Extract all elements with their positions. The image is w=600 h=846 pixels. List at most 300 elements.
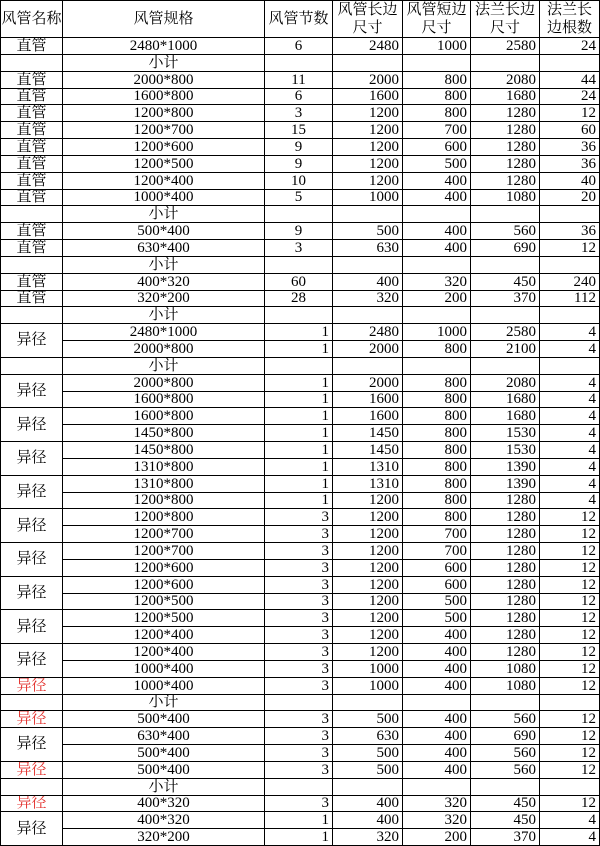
duct-name-cell: 异径 (1, 476, 63, 510)
section-count-cell: 3 (265, 762, 333, 779)
flange-long-side-cell: 1080 (471, 190, 540, 207)
subtotal-empty-cell (403, 779, 471, 796)
flange-long-side-cell: 1280 (471, 173, 540, 190)
duct-name-cell: 直管 (1, 38, 63, 55)
duct-spec-cell: 630*400 (63, 728, 265, 745)
duct-short-side-cell: 320 (403, 812, 471, 829)
duct-spec-cell: 1200*800 (63, 105, 265, 122)
flange-long-side-cell: 1280 (471, 644, 540, 661)
duct-spec-cell: 1600*800 (63, 408, 265, 425)
subtotal-empty-cell (1, 55, 63, 72)
subtotal-label: 小计 (63, 695, 265, 712)
section-count-cell: 3 (265, 644, 333, 661)
duct-spec-cell: 2000*800 (63, 375, 265, 392)
subtotal-empty-cell (333, 55, 403, 72)
duct-short-side-cell: 400 (403, 745, 471, 762)
duct-spec-cell: 2480*1000 (63, 38, 265, 55)
section-count-cell: 9 (265, 156, 333, 173)
header-section-count: 风管节数 (265, 1, 333, 38)
duct-long-side-cell: 1200 (333, 526, 403, 543)
section-count-cell: 60 (265, 274, 333, 291)
flange-count-cell: 4 (540, 476, 600, 493)
duct-short-side-cell: 400 (403, 762, 471, 779)
section-count-cell: 3 (265, 796, 333, 813)
header-flange-long-side: 法兰长边尺寸 (471, 1, 540, 38)
subtotal-empty-cell (333, 695, 403, 712)
subtotal-empty-cell (265, 55, 333, 72)
flange-count-cell: 36 (540, 156, 600, 173)
subtotal-empty-cell (471, 55, 540, 72)
duct-spec-cell: 1200*700 (63, 526, 265, 543)
duct-long-side-cell: 2000 (333, 72, 403, 89)
duct-spec-cell: 320*200 (63, 291, 265, 308)
duct-long-side-cell: 1600 (333, 392, 403, 409)
flange-count-cell: 12 (540, 594, 600, 611)
section-count-cell: 1 (265, 341, 333, 358)
flange-count-cell: 4 (540, 324, 600, 341)
duct-short-side-cell: 400 (403, 240, 471, 257)
flange-long-side-cell: 370 (471, 829, 540, 846)
section-count-cell: 3 (265, 509, 333, 526)
duct-name-cell: 直管 (1, 173, 63, 190)
flange-long-side-cell: 1280 (471, 560, 540, 577)
subtotal-empty-cell (333, 257, 403, 274)
duct-spec-cell: 1200*500 (63, 156, 265, 173)
duct-spec-cell: 1000*400 (63, 661, 265, 678)
subtotal-label: 小计 (63, 206, 265, 223)
duct-long-side-cell: 2000 (333, 341, 403, 358)
duct-spec-cell: 1200*700 (63, 543, 265, 560)
flange-count-cell: 4 (540, 341, 600, 358)
subtotal-label: 小计 (63, 257, 265, 274)
flange-long-side-cell: 560 (471, 745, 540, 762)
duct-short-side-cell: 800 (403, 392, 471, 409)
section-count-cell: 1 (265, 375, 333, 392)
duct-short-side-cell: 800 (403, 408, 471, 425)
duct-name-cell: 异径 (1, 678, 63, 695)
duct-short-side-cell: 800 (403, 341, 471, 358)
section-count-cell: 15 (265, 122, 333, 139)
subtotal-empty-cell (540, 307, 600, 324)
duct-spec-cell: 630*400 (63, 240, 265, 257)
flange-long-side-cell: 690 (471, 240, 540, 257)
flange-count-cell: 12 (540, 526, 600, 543)
duct-spec-cell: 500*400 (63, 223, 265, 240)
duct-name-cell: 直管 (1, 89, 63, 106)
header-duct-spec: 风管规格 (63, 1, 265, 38)
duct-short-side-cell: 200 (403, 291, 471, 308)
section-count-cell: 3 (265, 610, 333, 627)
duct-long-side-cell: 1200 (333, 139, 403, 156)
section-count-cell: 9 (265, 223, 333, 240)
subtotal-empty-cell (471, 206, 540, 223)
section-count-cell: 11 (265, 72, 333, 89)
duct-long-side-cell: 1450 (333, 442, 403, 459)
duct-short-side-cell: 700 (403, 122, 471, 139)
section-count-cell: 28 (265, 291, 333, 308)
flange-count-cell: 24 (540, 89, 600, 106)
duct-name-cell: 异径 (1, 408, 63, 442)
duct-long-side-cell: 1200 (333, 156, 403, 173)
duct-spec-cell: 1200*600 (63, 577, 265, 594)
flange-long-side-cell: 1680 (471, 89, 540, 106)
duct-long-side-cell: 1200 (333, 610, 403, 627)
flange-long-side-cell: 2580 (471, 324, 540, 341)
duct-name-cell: 直管 (1, 240, 63, 257)
duct-long-side-cell: 1200 (333, 543, 403, 560)
flange-long-side-cell: 1080 (471, 661, 540, 678)
duct-short-side-cell: 700 (403, 526, 471, 543)
duct-spec-cell: 1310*800 (63, 476, 265, 493)
section-count-cell: 3 (265, 526, 333, 543)
duct-name-cell: 异径 (1, 796, 63, 813)
subtotal-empty-cell (265, 307, 333, 324)
flange-count-cell: 112 (540, 291, 600, 308)
subtotal-empty-cell (403, 55, 471, 72)
flange-count-cell: 12 (540, 796, 600, 813)
duct-long-side-cell: 400 (333, 274, 403, 291)
flange-count-cell: 4 (540, 459, 600, 476)
flange-count-cell: 12 (540, 644, 600, 661)
duct-long-side-cell: 2000 (333, 375, 403, 392)
section-count-cell: 3 (265, 711, 333, 728)
subtotal-empty-cell (403, 307, 471, 324)
subtotal-empty-cell (540, 695, 600, 712)
section-count-cell: 1 (265, 829, 333, 846)
header-duct-long-side: 风管长边尺寸 (333, 1, 403, 38)
flange-long-side-cell: 370 (471, 291, 540, 308)
duct-spec-cell: 1450*800 (63, 425, 265, 442)
section-count-cell: 10 (265, 173, 333, 190)
duct-long-side-cell: 500 (333, 711, 403, 728)
flange-count-cell: 24 (540, 38, 600, 55)
flange-count-cell: 4 (540, 442, 600, 459)
duct-long-side-cell: 1200 (333, 644, 403, 661)
section-count-cell: 1 (265, 442, 333, 459)
flange-long-side-cell: 1390 (471, 459, 540, 476)
flange-long-side-cell: 1280 (471, 610, 540, 627)
flange-long-side-cell: 1680 (471, 408, 540, 425)
header-duct-name: 风管名称 (1, 1, 63, 38)
duct-long-side-cell: 2480 (333, 38, 403, 55)
subtotal-empty-cell (471, 695, 540, 712)
flange-count-cell: 12 (540, 745, 600, 762)
duct-long-side-cell: 1000 (333, 190, 403, 207)
flange-long-side-cell: 560 (471, 711, 540, 728)
flange-count-cell: 4 (540, 375, 600, 392)
flange-long-side-cell: 1280 (471, 543, 540, 560)
flange-long-side-cell: 1280 (471, 139, 540, 156)
duct-short-side-cell: 1000 (403, 324, 471, 341)
flange-count-cell: 4 (540, 425, 600, 442)
duct-spec-cell: 2000*800 (63, 341, 265, 358)
flange-count-cell: 12 (540, 661, 600, 678)
duct-short-side-cell: 500 (403, 156, 471, 173)
flange-long-side-cell: 1280 (471, 105, 540, 122)
flange-long-side-cell: 2080 (471, 375, 540, 392)
duct-spec-cell: 1200*600 (63, 139, 265, 156)
duct-name-cell: 异径 (1, 610, 63, 644)
duct-spec-cell: 1600*800 (63, 89, 265, 106)
section-count-cell: 1 (265, 425, 333, 442)
section-count-cell: 3 (265, 627, 333, 644)
flange-count-cell: 12 (540, 728, 600, 745)
section-count-cell: 1 (265, 493, 333, 510)
flange-long-side-cell: 1080 (471, 678, 540, 695)
subtotal-empty-cell (265, 695, 333, 712)
duct-short-side-cell: 400 (403, 661, 471, 678)
duct-long-side-cell: 2480 (333, 324, 403, 341)
flange-long-side-cell: 1530 (471, 425, 540, 442)
duct-short-side-cell: 600 (403, 577, 471, 594)
duct-spec-cell: 400*320 (63, 274, 265, 291)
flange-count-cell: 12 (540, 240, 600, 257)
duct-long-side-cell: 1200 (333, 594, 403, 611)
flange-count-cell: 40 (540, 173, 600, 190)
section-count-cell: 1 (265, 812, 333, 829)
subtotal-empty-cell (540, 257, 600, 274)
duct-short-side-cell: 600 (403, 139, 471, 156)
duct-spec-cell: 1200*800 (63, 509, 265, 526)
duct-name-cell: 直管 (1, 291, 63, 308)
duct-name-cell: 直管 (1, 156, 63, 173)
section-count-cell: 3 (265, 678, 333, 695)
flange-long-side-cell: 2580 (471, 38, 540, 55)
subtotal-label: 小计 (63, 779, 265, 796)
subtotal-empty-cell (333, 307, 403, 324)
duct-spec-cell: 1200*500 (63, 594, 265, 611)
section-count-cell: 1 (265, 476, 333, 493)
subtotal-empty-cell (1, 695, 63, 712)
subtotal-empty-cell (471, 358, 540, 375)
duct-long-side-cell: 400 (333, 796, 403, 813)
flange-long-side-cell: 450 (471, 812, 540, 829)
duct-short-side-cell: 600 (403, 560, 471, 577)
section-count-cell: 3 (265, 543, 333, 560)
duct-long-side-cell: 1310 (333, 476, 403, 493)
flange-count-cell: 12 (540, 711, 600, 728)
subtotal-label: 小计 (63, 307, 265, 324)
subtotal-empty-cell (540, 55, 600, 72)
subtotal-empty-cell (403, 695, 471, 712)
duct-short-side-cell: 800 (403, 459, 471, 476)
duct-long-side-cell: 630 (333, 728, 403, 745)
duct-name-cell: 异径 (1, 324, 63, 358)
duct-long-side-cell: 1200 (333, 509, 403, 526)
flange-count-cell: 12 (540, 627, 600, 644)
flange-long-side-cell: 560 (471, 762, 540, 779)
duct-long-side-cell: 1200 (333, 577, 403, 594)
duct-spec-cell: 1000*400 (63, 678, 265, 695)
duct-name-cell: 异径 (1, 762, 63, 779)
duct-long-side-cell: 1600 (333, 89, 403, 106)
duct-long-side-cell: 1200 (333, 122, 403, 139)
duct-short-side-cell: 320 (403, 796, 471, 813)
duct-long-side-cell: 1200 (333, 627, 403, 644)
section-count-cell: 3 (265, 240, 333, 257)
duct-spec-cell: 1600*800 (63, 392, 265, 409)
flange-count-cell: 12 (540, 105, 600, 122)
flange-long-side-cell: 1280 (471, 627, 540, 644)
flange-count-cell: 4 (540, 493, 600, 510)
subtotal-empty-cell (265, 779, 333, 796)
duct-long-side-cell: 320 (333, 291, 403, 308)
duct-spec-cell: 1200*400 (63, 627, 265, 644)
flange-count-cell: 44 (540, 72, 600, 89)
duct-name-cell: 异径 (1, 577, 63, 611)
subtotal-empty-cell (333, 206, 403, 223)
subtotal-empty-cell (403, 358, 471, 375)
duct-short-side-cell: 800 (403, 509, 471, 526)
duct-long-side-cell: 1000 (333, 661, 403, 678)
duct-spec-cell: 400*320 (63, 812, 265, 829)
flange-count-cell: 20 (540, 190, 600, 207)
duct-name-cell: 异径 (1, 509, 63, 543)
duct-long-side-cell: 1200 (333, 560, 403, 577)
duct-spec-cell: 1200*500 (63, 610, 265, 627)
duct-long-side-cell: 500 (333, 745, 403, 762)
flange-count-cell: 60 (540, 122, 600, 139)
duct-name-cell: 直管 (1, 139, 63, 156)
duct-name-cell: 直管 (1, 72, 63, 89)
section-count-cell: 1 (265, 408, 333, 425)
duct-long-side-cell: 1200 (333, 173, 403, 190)
duct-spec-cell: 1000*400 (63, 190, 265, 207)
section-count-cell: 5 (265, 190, 333, 207)
duct-name-cell: 异径 (1, 728, 63, 762)
flange-count-cell: 4 (540, 829, 600, 846)
duct-short-side-cell: 700 (403, 543, 471, 560)
duct-short-side-cell: 800 (403, 425, 471, 442)
subtotal-empty-cell (471, 257, 540, 274)
duct-long-side-cell: 500 (333, 223, 403, 240)
flange-long-side-cell: 1680 (471, 392, 540, 409)
duct-long-side-cell: 1200 (333, 105, 403, 122)
duct-long-side-cell: 630 (333, 240, 403, 257)
flange-count-cell: 36 (540, 139, 600, 156)
duct-spec-cell: 1200*800 (63, 493, 265, 510)
duct-long-side-cell: 320 (333, 829, 403, 846)
duct-spec-cell: 320*200 (63, 829, 265, 846)
duct-long-side-cell: 1000 (333, 678, 403, 695)
duct-long-side-cell: 500 (333, 762, 403, 779)
section-count-cell: 3 (265, 577, 333, 594)
duct-short-side-cell: 800 (403, 72, 471, 89)
flange-long-side-cell: 1530 (471, 442, 540, 459)
duct-name-cell: 异径 (1, 711, 63, 728)
section-count-cell: 3 (265, 745, 333, 762)
subtotal-empty-cell (1, 206, 63, 223)
duct-spec-cell: 1200*400 (63, 644, 265, 661)
subtotal-empty-cell (540, 206, 600, 223)
duct-name-cell: 直管 (1, 190, 63, 207)
duct-short-side-cell: 400 (403, 190, 471, 207)
section-count-cell: 1 (265, 392, 333, 409)
duct-short-side-cell: 400 (403, 728, 471, 745)
flange-count-cell: 12 (540, 610, 600, 627)
flange-long-side-cell: 1280 (471, 577, 540, 594)
subtotal-empty-cell (265, 358, 333, 375)
duct-name-cell: 异径 (1, 644, 63, 678)
duct-short-side-cell: 200 (403, 829, 471, 846)
flange-long-side-cell: 1280 (471, 509, 540, 526)
subtotal-label: 小计 (63, 358, 265, 375)
duct-long-side-cell: 1450 (333, 425, 403, 442)
section-count-cell: 3 (265, 105, 333, 122)
header-flange-count: 法兰长边根数 (540, 1, 600, 38)
section-count-cell: 1 (265, 324, 333, 341)
duct-name-cell: 异径 (1, 543, 63, 577)
duct-long-side-cell: 1200 (333, 493, 403, 510)
flange-long-side-cell: 690 (471, 728, 540, 745)
duct-name-cell: 直管 (1, 105, 63, 122)
flange-count-cell: 12 (540, 560, 600, 577)
flange-count-cell: 12 (540, 762, 600, 779)
duct-name-cell: 直管 (1, 122, 63, 139)
duct-spec-cell: 1310*800 (63, 459, 265, 476)
duct-spec-cell: 1200*600 (63, 560, 265, 577)
duct-spec-cell: 1450*800 (63, 442, 265, 459)
subtotal-empty-cell (540, 779, 600, 796)
duct-spec-cell: 500*400 (63, 711, 265, 728)
subtotal-label: 小计 (63, 55, 265, 72)
duct-short-side-cell: 800 (403, 105, 471, 122)
duct-long-side-cell: 400 (333, 812, 403, 829)
section-count-cell: 1 (265, 459, 333, 476)
duct-short-side-cell: 1000 (403, 38, 471, 55)
subtotal-empty-cell (403, 257, 471, 274)
flange-count-cell: 4 (540, 408, 600, 425)
flange-count-cell: 12 (540, 509, 600, 526)
duct-spec-cell: 1200*700 (63, 122, 265, 139)
subtotal-empty-cell (1, 307, 63, 324)
flange-long-side-cell: 560 (471, 223, 540, 240)
section-count-cell: 6 (265, 38, 333, 55)
subtotal-empty-cell (333, 779, 403, 796)
flange-long-side-cell: 1390 (471, 476, 540, 493)
subtotal-empty-cell (403, 206, 471, 223)
duct-short-side-cell: 320 (403, 274, 471, 291)
duct-name-cell: 异径 (1, 442, 63, 476)
duct-short-side-cell: 500 (403, 610, 471, 627)
duct-name-cell: 直管 (1, 223, 63, 240)
duct-short-side-cell: 800 (403, 89, 471, 106)
duct-short-side-cell: 800 (403, 493, 471, 510)
duct-short-side-cell: 400 (403, 644, 471, 661)
duct-short-side-cell: 500 (403, 594, 471, 611)
subtotal-empty-cell (265, 206, 333, 223)
flange-count-cell: 12 (540, 543, 600, 560)
duct-name-cell: 异径 (1, 375, 63, 409)
flange-count-cell: 240 (540, 274, 600, 291)
duct-spec-cell: 400*320 (63, 796, 265, 813)
section-count-cell: 3 (265, 594, 333, 611)
flange-long-side-cell: 2100 (471, 341, 540, 358)
duct-short-side-cell: 800 (403, 476, 471, 493)
duct-short-side-cell: 400 (403, 173, 471, 190)
subtotal-empty-cell (471, 307, 540, 324)
duct-short-side-cell: 400 (403, 711, 471, 728)
subtotal-empty-cell (333, 358, 403, 375)
section-count-cell: 6 (265, 89, 333, 106)
duct-short-side-cell: 400 (403, 223, 471, 240)
flange-long-side-cell: 1280 (471, 493, 540, 510)
subtotal-empty-cell (265, 257, 333, 274)
flange-long-side-cell: 1280 (471, 594, 540, 611)
subtotal-empty-cell (1, 779, 63, 796)
duct-name-cell: 异径 (1, 812, 63, 846)
flange-count-cell: 12 (540, 678, 600, 695)
